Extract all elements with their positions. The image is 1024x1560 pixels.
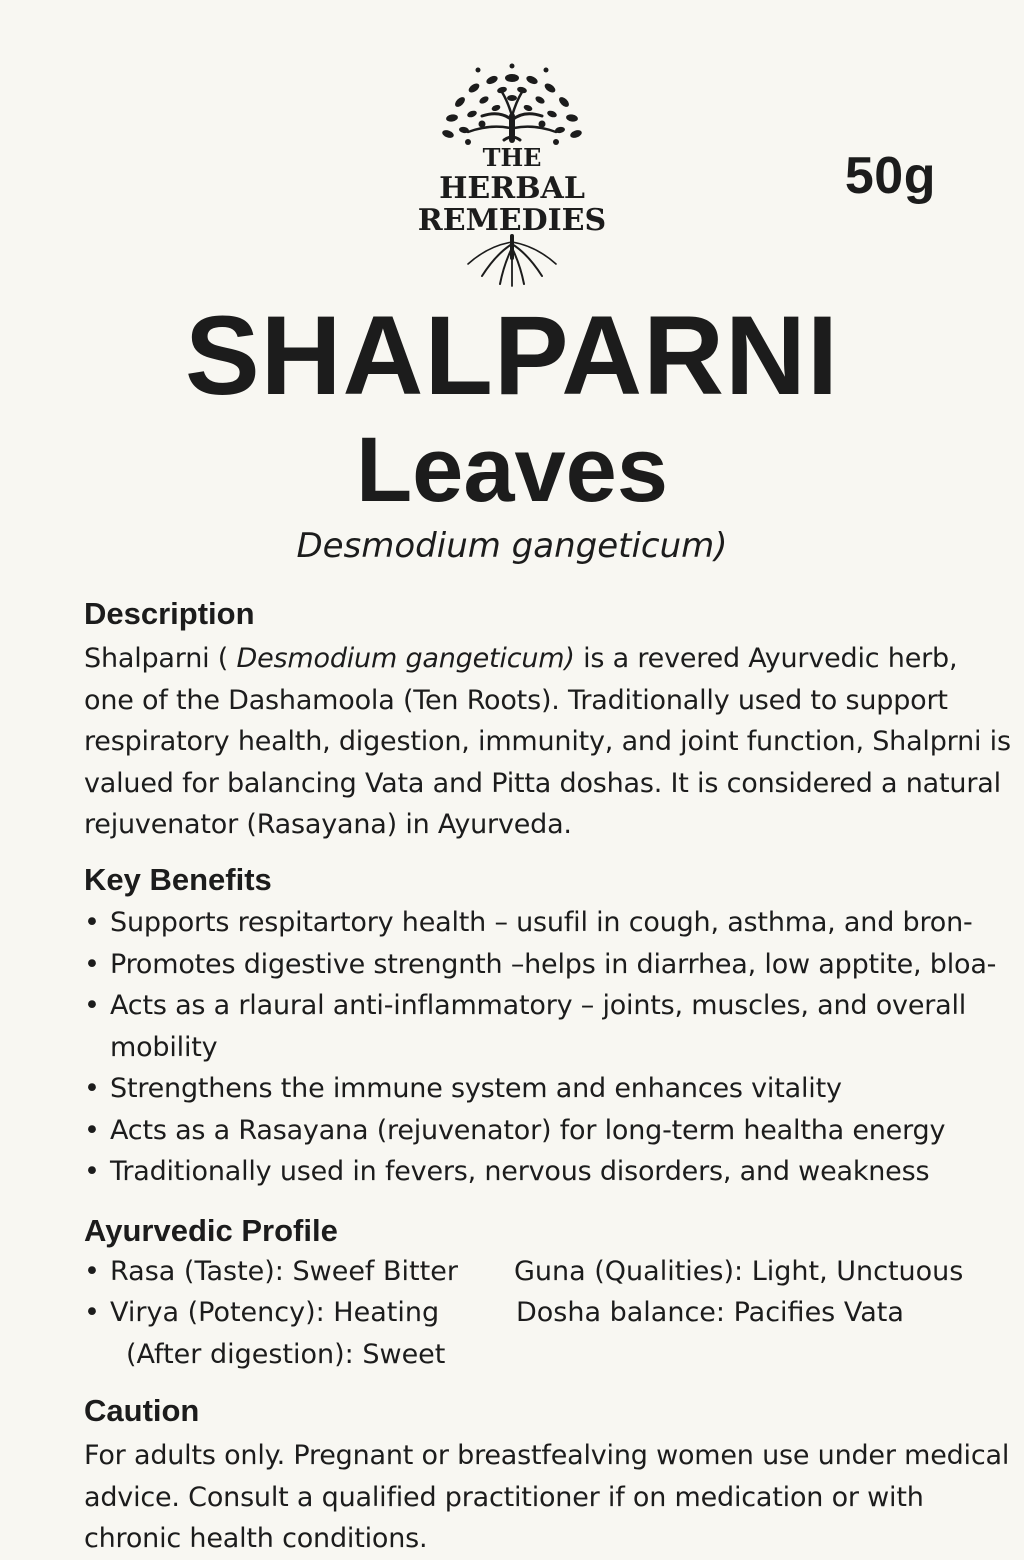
brand-logo <box>412 58 612 290</box>
caution-text: For adults only. Pregnant or breastfealving women use under medical advice. Consult a qualified practitioner if on medication or with chronic health conditions. <box>84 1440 1010 1555</box>
list-item: • Supports respitartory health – usufil in cough, asthma, and bron- <box>84 902 1014 944</box>
list-item: • Traditionally used in fevers, nervous disorders, and weakness <box>84 1151 1014 1193</box>
latin-name: Desmodium gangeticum) <box>296 526 728 566</box>
profile-section <box>84 1211 1014 1377</box>
profile-virya: Virya (Potency): Heating <box>110 1296 440 1328</box>
brand-line-1: THE <box>482 143 542 172</box>
description-post: is a revered Ayurvedic herb, one of the Dashamoola (Ten Roots). Traditionally used to support respiratory health, digestion, immunity, and joint function, Shalprni is valued for balancing Vata and Pitta doshas. It is considered a natural rejuvenator (Rasayana) in Ayurveda. <box>84 643 1011 841</box>
profile-heading: Ayurvedic Profile <box>84 1212 338 1248</box>
list-item: • Acts as a Rasayana (rejuvenator) for long-term healtha energy <box>84 1110 1014 1152</box>
list-item: • Acts as a rlaural anti-inflammatory – joints, muscles, and overall mobility <box>84 985 990 1068</box>
brand-line-2: HERBAL <box>439 171 585 206</box>
profile-dosha: Dosha balance: Pacifies Vata <box>516 1296 904 1328</box>
product-form: Leaves <box>355 419 669 521</box>
description-section <box>84 594 1014 846</box>
profile-vipaka: (After digestion): Sweet <box>126 1338 446 1370</box>
net-weight: 50g <box>844 147 936 205</box>
benefits-list <box>84 902 1014 1193</box>
description-latin: Desmodium gangeticum) <box>236 643 575 675</box>
caution-heading: Caution <box>84 1392 200 1428</box>
description-text <box>84 638 1014 846</box>
description-pre: Shalparni ( <box>84 643 237 675</box>
description-heading: Description <box>84 596 255 631</box>
profile-guna: Guna (Qualities): Light, Unctuous <box>514 1255 964 1287</box>
benefits-heading: Key Benefits <box>84 861 272 897</box>
profile-grid <box>84 1251 1014 1377</box>
bullet-icon: • <box>84 1296 100 1328</box>
benefits-section <box>84 860 1014 1193</box>
list-item: • Promotes digestive strengnth –helps in diarrhea, low apptite, bloa- <box>84 944 1014 986</box>
bullet-icon: • <box>84 1255 100 1287</box>
label-content <box>84 594 1014 1560</box>
brand-line-3: REMEDIES <box>417 203 607 238</box>
profile-rasa: Rasa (Taste): Sweef Bitter <box>110 1255 458 1287</box>
caution-section <box>84 1391 1014 1560</box>
list-item: • Strengthens the immune system and enhances vitality <box>84 1068 1014 1110</box>
product-name: SHALPARNI <box>184 293 840 418</box>
